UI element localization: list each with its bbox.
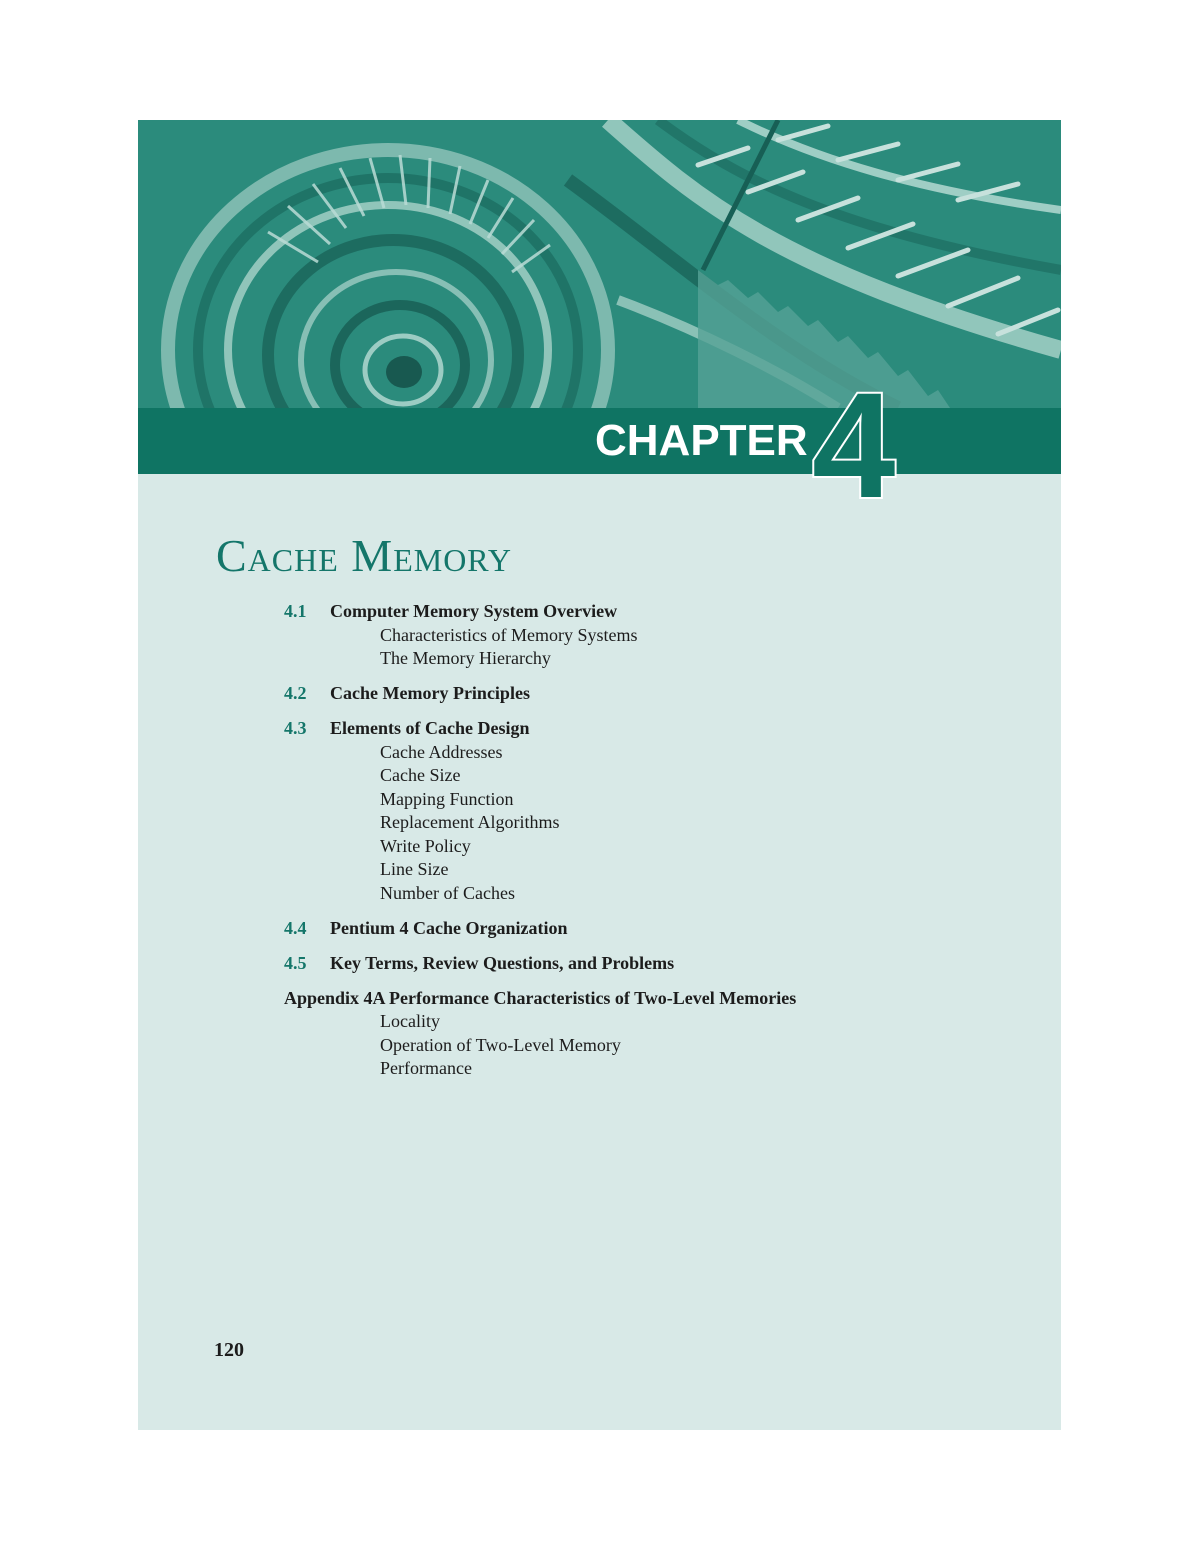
- toc-subsection: Performance: [380, 1058, 472, 1078]
- toc-subsection: The Memory Hierarchy: [380, 648, 551, 668]
- toc-subsection: Locality: [380, 1011, 440, 1031]
- toc-appendix-title: Appendix 4A Performance Characteristics of Two-Level Memories: [284, 987, 797, 1008]
- toc-section-number: 4.1: [284, 601, 307, 621]
- toc-section-heading: [284, 917, 1004, 941]
- table-of-contents: [284, 600, 1004, 1092]
- toc-section-heading: [284, 682, 1004, 706]
- toc-section-number: 4.3: [284, 718, 307, 738]
- toc-subsection: Line Size: [380, 859, 449, 879]
- toc-section-number: 4.5: [284, 952, 307, 973]
- toc-section-4-5: [284, 952, 1004, 976]
- toc-section-title: Key Terms, Review Questions, and Problems: [330, 952, 675, 973]
- toc-section-4-2: [284, 682, 1004, 706]
- toc-section-title: Pentium 4 Cache Organization: [330, 917, 568, 938]
- toc-section-heading: [284, 952, 1004, 976]
- staircase-photo: [138, 120, 1061, 408]
- toc-subsection: Replacement Algorithms: [380, 812, 560, 832]
- toc-section-title: Cache Memory Principles: [330, 683, 530, 703]
- toc-section-number: 4.2: [284, 683, 307, 703]
- toc-section-4-1: [284, 600, 1004, 671]
- toc-subsection: Cache Size: [380, 765, 461, 785]
- toc-section-4-3: [284, 717, 1004, 905]
- toc-section-4-4: [284, 917, 1004, 941]
- toc-subsection: Write Policy: [380, 835, 471, 856]
- chapter-number: 4: [812, 361, 896, 529]
- toc-subsection: Operation of Two-Level Memory: [380, 1034, 621, 1055]
- toc-subsection: Number of Caches: [380, 882, 515, 903]
- toc-section-heading: [284, 600, 1004, 624]
- chapter-label: CHAPTER: [595, 416, 808, 465]
- toc-section-heading: [284, 717, 1004, 741]
- toc-section-title: Computer Memory System Overview: [330, 601, 618, 621]
- toc-subsection: Characteristics of Memory Systems: [380, 624, 638, 645]
- toc-section-number: 4.4: [284, 917, 307, 938]
- chapter-opener-page: [138, 120, 1061, 1430]
- chapter-title: Cache Memory: [216, 530, 512, 581]
- toc-subsection: Mapping Function: [380, 788, 514, 809]
- page-number: 120: [214, 1339, 244, 1361]
- toc-section-title: Elements of Cache Design: [330, 718, 530, 738]
- toc-appendix: [284, 987, 1004, 1081]
- toc-subsection: Cache Addresses: [380, 741, 503, 762]
